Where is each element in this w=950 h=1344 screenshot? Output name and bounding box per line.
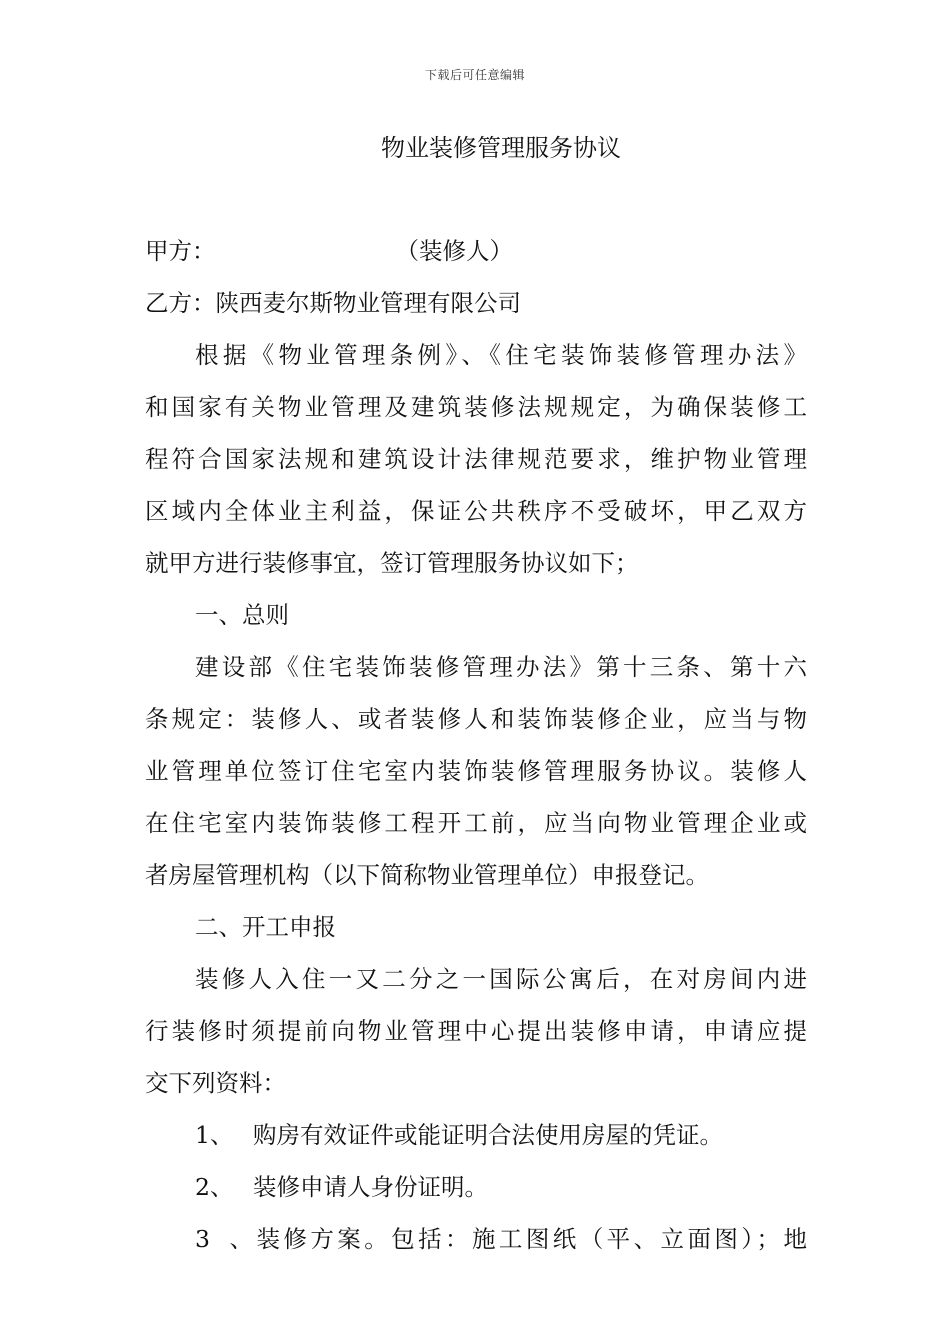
paragraph-line: 装修人入住一又二分之一国际公寓后，在对房间内进 (195, 965, 807, 993)
paragraph-line: 条规定：装修人、或者装修人和装饰装修企业，应当与物 (145, 705, 807, 733)
list-item (145, 1109, 807, 1161)
list-number: 1、 (195, 1121, 234, 1149)
paragraph-line: 交下列资料： (145, 1069, 286, 1097)
list-text: 装修方案。包括：施工图纸（平、立面图）；地 (253, 1225, 807, 1253)
list-item (145, 1213, 807, 1265)
intro-line: 根据《物业管理条例》、《住宅装饰装修管理办法》 (195, 341, 807, 369)
paragraph-line: 建设部《住宅装饰装修管理办法》第十三条、第十六 (195, 653, 807, 681)
section-heading: 二、开工申报 (195, 913, 336, 941)
list-number: 2、 (195, 1173, 234, 1201)
list-text: 购房有效证件或能证明合法使用房屋的凭证。 (253, 1121, 723, 1149)
intro-line: 和国家有关物业管理及建筑装修法规规定，为确保装修工 (145, 393, 807, 421)
document-title: 物业装修管理服务协议 (381, 134, 621, 162)
document-body (145, 225, 807, 1265)
paragraph-line: 行装修时须提前向物业管理中心提出装修申请，申请应提 (145, 1017, 807, 1045)
section-heading: 一、总则 (195, 601, 289, 629)
intro-line: 区域内全体业主利益，保证公共秩序不受破坏，甲乙双方 (145, 497, 807, 525)
party-a-note: （装修人） (395, 237, 513, 265)
paragraph-line: 在住宅室内装饰装修工程开工前，应当向物业管理企业或 (145, 809, 807, 837)
party-b-line: 乙方：陕西麦尔斯物业管理有限公司 (145, 289, 521, 317)
party-a-label: 甲方： (145, 237, 216, 265)
paragraph-line: 业管理单位签订住宅室内装饰装修管理服务协议。装修人 (145, 757, 807, 785)
header-note: 下载后可任意编辑 (424, 68, 525, 82)
intro-line: 就甲方进行装修事宜，签订管理服务协议如下； (145, 549, 639, 577)
list-text: 装修申请人身份证明。 (253, 1173, 488, 1201)
list-number: 3、 (195, 1225, 253, 1253)
party-a-line (145, 225, 807, 277)
paragraph-line: 者房屋管理机构（以下简称物业管理单位）申报登记。 (145, 861, 709, 889)
intro-line: 程符合国家法规和建筑设计法律规范要求，维护物业管理 (145, 445, 807, 473)
list-item (145, 1161, 807, 1213)
